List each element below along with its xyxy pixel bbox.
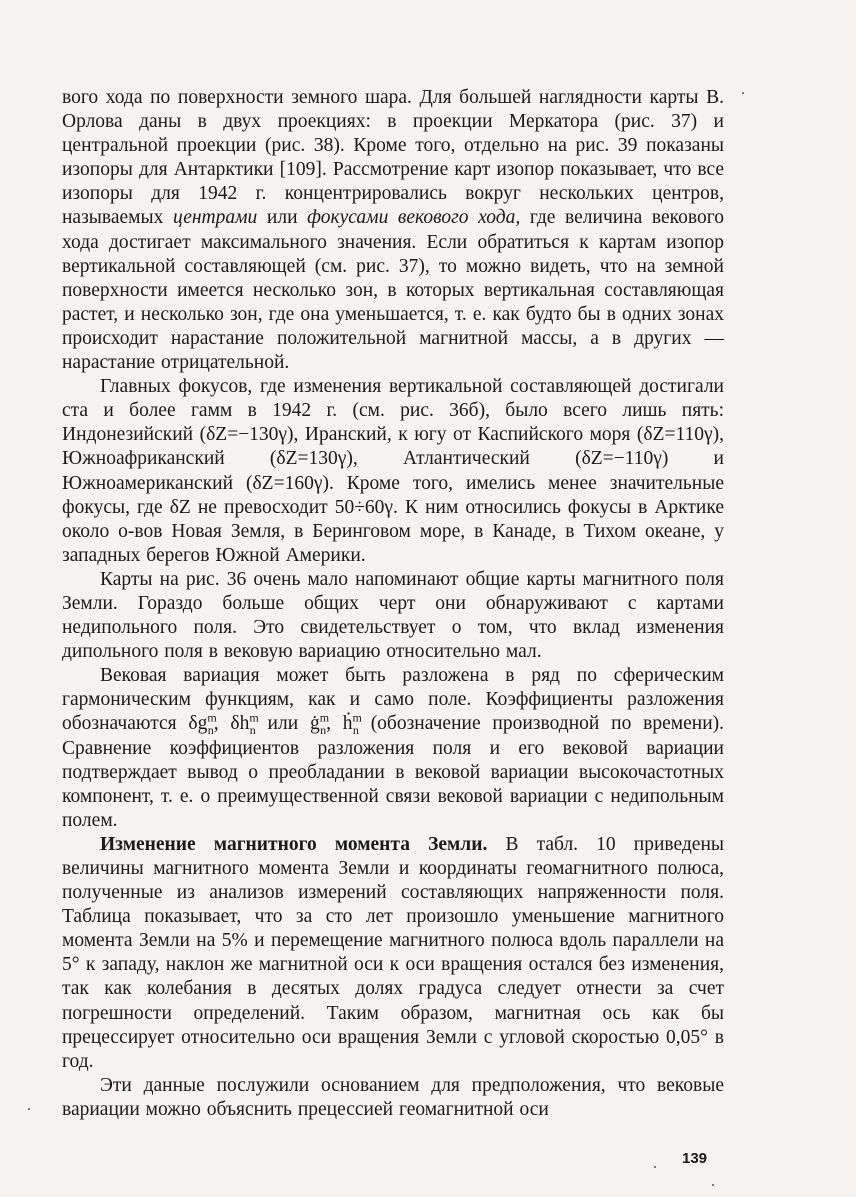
scan-speck: [654, 1166, 656, 1168]
text-segment: m: [352, 710, 362, 725]
text-segment: или: [257, 207, 308, 229]
scan-speck: [742, 92, 744, 94]
paragraph: [62, 1074, 724, 1122]
paragraph: [62, 664, 724, 833]
text-segment: вого хода по поверхности земного шара. Для большей наглядности карты В. Орлова даны в двух проекциях: в проекции Меркатора (рис. 37) и центральной проекции (рис. 38). Кроме того, отдельно на рис. 39 показаны изопоры для Антарктики [109]. Рассмотрение карт изопор показывает, что все изопоры для 1942 г. концентрировались вокруг нескольких центров, называемых: [62, 87, 724, 229]
paragraph: [62, 375, 724, 568]
text-segment: n: [352, 723, 359, 738]
body-text: [62, 86, 724, 1122]
text-segment: Вековая вариация может быть разложена в ряд по сферическим гармоническим функциям, как и само поле. Коэффициенты разложения обозначаются δg: [62, 665, 724, 735]
text-segment: , ḣ: [326, 713, 353, 735]
scan-speck: [712, 1184, 714, 1186]
paragraph: [62, 568, 724, 664]
text-segment: фокусами векового хода,: [307, 207, 521, 229]
text-segment: m: [249, 710, 259, 725]
text-segment: n: [207, 723, 214, 738]
text-segment: n: [249, 723, 256, 738]
page-number: 139: [682, 1150, 708, 1167]
text-segment: m: [319, 710, 330, 725]
text-segment: Изменение магнитного момента Земли.: [100, 833, 488, 855]
text-segment: Эти данные послужили основанием для предположения, что вековые вариации можно объяснить прецессией геомагнитной оси: [62, 1074, 724, 1120]
scan-speck: [28, 1108, 30, 1110]
text-segment: Карты на рис. 36 очень мало напоминают общие карты магнитного поля Земли. Гораздо больше общих черт они обнаруживают с картами недипольного поля. Это свидетельствует о том, что вклад изменения дипольного поля в вековую вариацию относительно мал.: [62, 568, 724, 663]
paragraph: [62, 833, 724, 1074]
text-segment: В табл. 10 приведены величины магнитного момента Земли и координаты геомагнитного полюса, полученные из анализов измерений составляющих напряженности поля. Таблица показывает, что за сто лет произошло уменьшение магнитного момента Земли на 5% и перемещение магнитного полюса вдоль параллели на 5° к западу, наклон же магнитной оси к оси вращения остался без изменения, так как колебания в десятых долях градуса следует отнести за счет погрешности определений. Таким образом, магнитная ось как бы прецессирует относительно оси вращения Земли с угловой скоростью 0,05° в год.: [62, 833, 724, 1072]
text-segment: m: [207, 710, 217, 725]
text-segment: где величина векового хода достигает максимального значения. Если обратиться к картам изопор вертикальной составляющей (см. рис. 37), то можно видеть, что на земной поверхности имеется несколько зон, в которых вертикальная составляющая растет, и несколько зон, где она уменьшается, т. е. как будто бы в одних зонах происходит нарастание положительной магнитной массы, а в других — нарастание отрицательной.: [62, 207, 724, 374]
text-segment: центрами: [172, 207, 258, 229]
text-segment: Главных фокусов, где изменения вертикальной составляющей достигали ста и более гамм в 1942 г. (см. рис. 36б), было всего лишь пять: Индонезийский (δZ=−130γ), Иранский, к югу от Каспийского моря (δZ=110γ), Южноафриканский (δZ=130γ), Атлантический (δZ=−110γ) и Южноамериканский (δZ=160γ). Кроме того, имелись менее значительные фокусы, где δZ не превосходит 50÷60γ. К ним относились фокусы в Арктике около о-вов Новая Земля, в Беринговом море, в Канаде, в Тихом океане, у западных берегов Южной Америки.: [62, 376, 724, 566]
text-segment: , δh: [213, 713, 250, 735]
text-segment: или ġ: [255, 713, 320, 735]
text-segment: (обозначение производной по времени). Сравнение коэффициентов разложения поля и его вековой вариации подтверждает вывод о преобладании в вековой вариации высокочастотных компонент, т. е. о преимущественной связи вековой вариации с недипольным полем.: [62, 713, 724, 831]
paragraph: [62, 86, 724, 375]
text-segment: n: [320, 723, 327, 738]
